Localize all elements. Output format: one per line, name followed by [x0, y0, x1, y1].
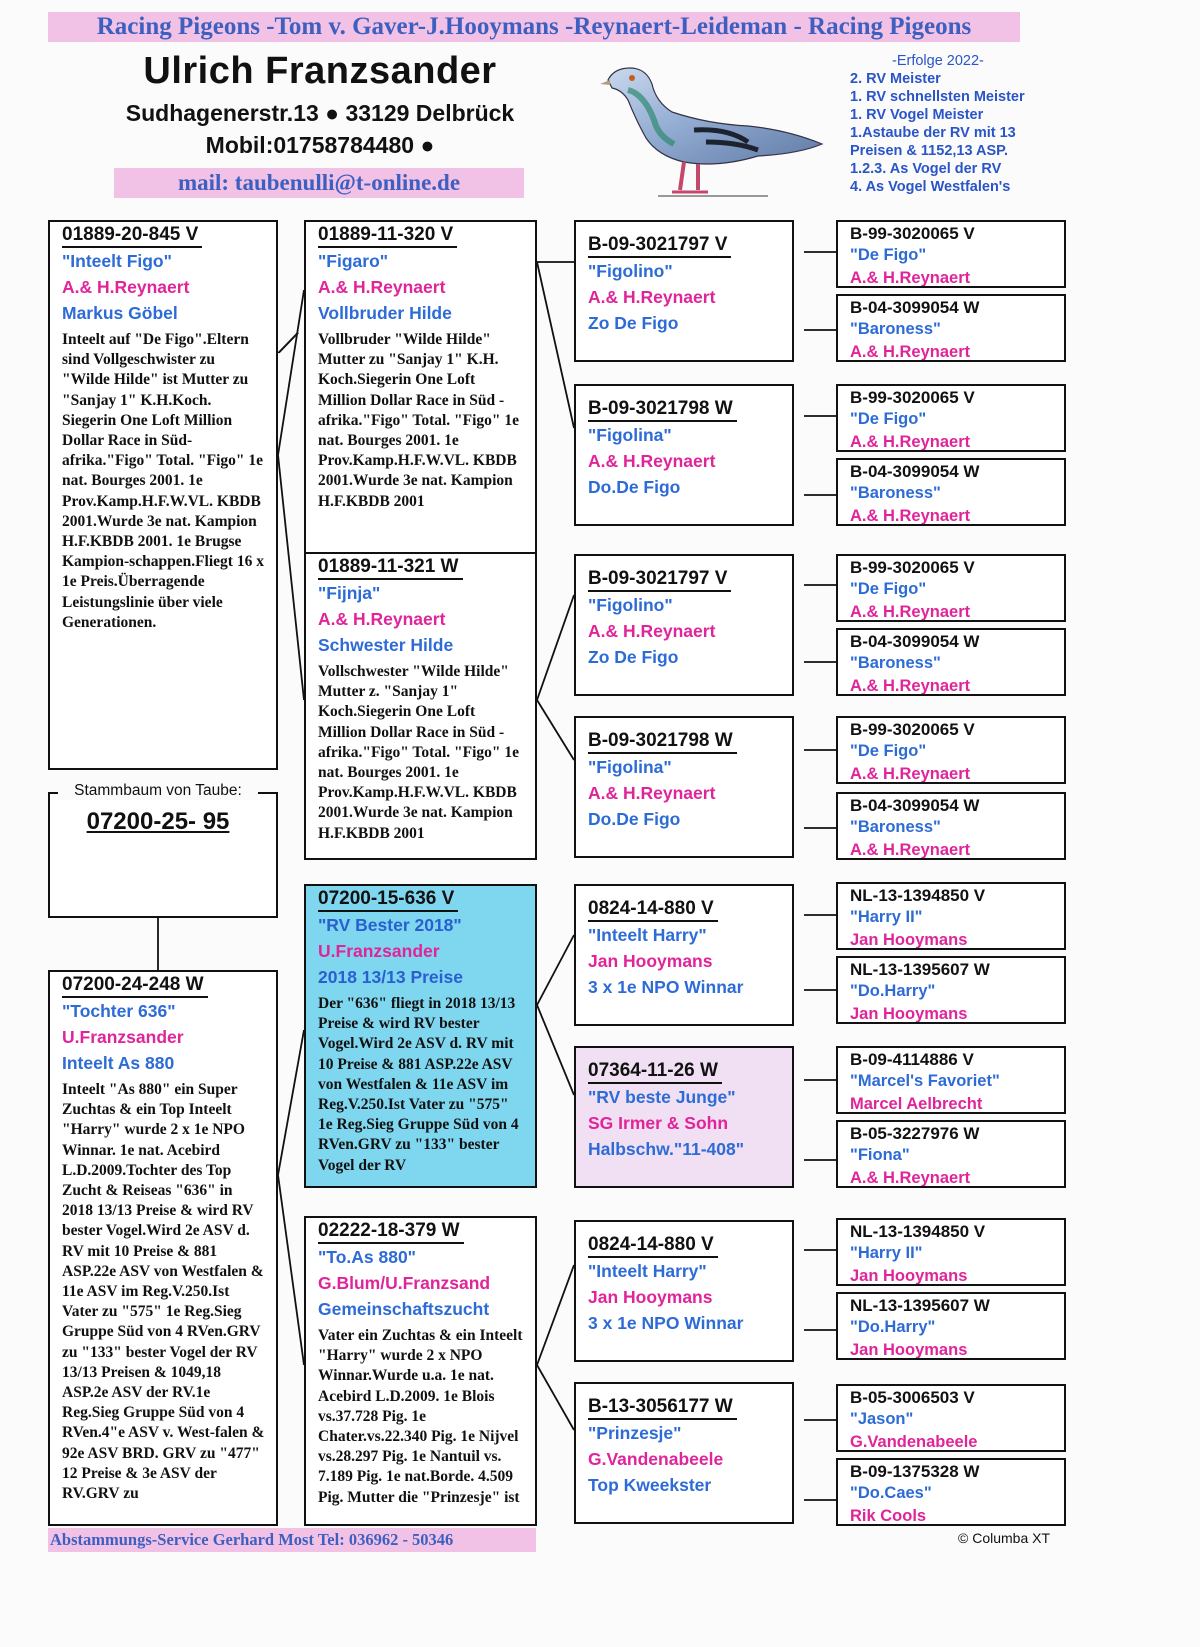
- breeder: G.Vandenabeele: [850, 1433, 978, 1451]
- father-card[interactable]: [48, 220, 278, 770]
- note: Zo De Figo: [588, 647, 679, 667]
- ggp-card[interactable]: [574, 1382, 794, 1524]
- pigeon-icon: [598, 50, 828, 210]
- pigeon-name: "Inteelt Harry": [588, 925, 707, 945]
- erfolge-line: 1.2.3. As Vogel der RV: [850, 161, 1002, 177]
- connector-line: [278, 332, 299, 354]
- breeder: Jan Hooymans: [850, 931, 968, 949]
- gggp-card[interactable]: [836, 1458, 1066, 1526]
- pigeon-name: "Baroness": [850, 484, 941, 502]
- gggp-card[interactable]: [836, 554, 1066, 622]
- copyright: © Columba XT: [958, 1530, 1051, 1546]
- pigeon-name: "Do.Harry": [850, 982, 936, 1000]
- owner-address: Sudhagenerstr.13 ● 33129 Delbrück: [125, 100, 515, 126]
- ggp-card[interactable]: [574, 1046, 794, 1188]
- breeder: Jan Hooymans: [850, 1005, 968, 1023]
- pigeon-name: "Fiona": [850, 1146, 910, 1164]
- pigeon-name: "Baroness": [850, 818, 941, 836]
- breeder: Jan Hooymans: [588, 1287, 713, 1307]
- pigeon-name: "Baroness": [850, 320, 941, 338]
- footer-service: Abstammungs-Service Gerhard Most Tel: 036962 - 50346: [48, 1528, 536, 1552]
- ring-number: B-09-3021798 W: [588, 398, 737, 422]
- pigeon-name: "Baroness": [850, 654, 941, 672]
- connector-line: [278, 352, 280, 353]
- breeder: G.Vandenabeele: [588, 1449, 724, 1469]
- ring-number: 0824-14-880 V: [588, 898, 718, 922]
- pigeon-name: "Figolino": [588, 261, 673, 281]
- breeder: A.& H.Reynaert: [588, 783, 716, 803]
- mother-card[interactable]: [48, 970, 278, 1526]
- gggp-card[interactable]: [836, 220, 1066, 288]
- pigeon-name: "De Figo": [850, 410, 927, 428]
- note: Schwester Hilde: [318, 635, 454, 655]
- erfolge-line: 1. RV schnellsten Meister: [850, 89, 1025, 105]
- ring-number: 02222-18-379 W: [318, 1220, 464, 1244]
- owner-mail[interactable]: mail: taubenulli@t-online.de: [114, 168, 524, 198]
- breeder: Jan Hooymans: [850, 1341, 968, 1359]
- pigeon-name: "Figolino": [588, 595, 673, 615]
- breeder: A.& H.Reynaert: [62, 277, 190, 297]
- erfolge-line: 1.Astaube der RV mit 13: [850, 125, 1016, 141]
- pigeon-name: "To.As 880": [318, 1247, 416, 1267]
- stammbaum-label: Stammbaum von Taube:: [58, 782, 258, 800]
- breeder: A.& H.Reynaert: [850, 507, 971, 525]
- note: 3 x 1e NPO Winnar: [588, 1313, 744, 1333]
- note: Top Kweekster: [588, 1475, 712, 1495]
- pigeon-name: "Harry II": [850, 908, 923, 926]
- grandparent-card-4[interactable]: [304, 1216, 537, 1526]
- pigeon-name: "Do.Harry": [850, 1318, 936, 1336]
- breeder: A.& H.Reynaert: [318, 277, 446, 297]
- breeder: A.& H.Reynaert: [850, 1169, 971, 1187]
- breeder: A.& H.Reynaert: [850, 677, 971, 695]
- ring-number: B-99-3020065 V: [850, 558, 975, 577]
- ring-number: B-09-4114886 V: [850, 1050, 974, 1069]
- breeder: A.& H.Reynaert: [850, 603, 971, 621]
- ring-number: NL-13-1395607 W: [850, 1296, 990, 1315]
- erfolge-title: -Erfolge 2022-: [892, 53, 984, 69]
- pigeon-name: "Harry II": [850, 1244, 923, 1262]
- pigeon-name: "Fijnja": [318, 583, 381, 603]
- note: Zo De Figo: [588, 313, 679, 333]
- ring-number: 07200-24-248 W: [62, 974, 208, 998]
- ggp-card[interactable]: [574, 884, 794, 1026]
- owner-name: Ulrich Franzsander: [143, 50, 497, 92]
- ggp-card[interactable]: [574, 554, 794, 696]
- pigeon-name: "RV Bester 2018": [318, 915, 462, 935]
- description: Vater ein Zuchtas & ein Inteelt "Harry" wurde 2 x NPO Winnar.Wurde u.a. 1e nat. Acebird L.D.2009. 1e Blois vs.37.728 Pig. 1e Chater.vs.22.340 Pig. 1e Nijvel vs.28.297 Pig. 1e Nantuil vs. 7.189 Pig. 1e nat.Borde. 4.509 Pig. Mutter die "Prinzesje" ist: [318, 1327, 523, 1506]
- note: Inteelt As 880: [62, 1053, 175, 1073]
- pigeon-name: "Tochter 636": [62, 1001, 176, 1021]
- ring-number: 01889-20-845 V: [62, 224, 202, 248]
- gggp-card[interactable]: [836, 294, 1066, 362]
- ggp-card[interactable]: [574, 384, 794, 526]
- gggp-card[interactable]: [836, 792, 1066, 860]
- ring-number: B-04-3099054 W: [850, 796, 980, 815]
- breeder: Jan Hooymans: [850, 1267, 968, 1285]
- breeder: G.Blum/U.Franzsand: [318, 1273, 491, 1293]
- ring-number: 07364-11-26 W: [588, 1060, 722, 1084]
- erfolge-line: 1. RV Vogel Meister: [850, 107, 984, 123]
- breeder: U.Franzsander: [62, 1027, 184, 1047]
- description: Vollschwester "Wilde Hilde" Mutter z. "Sanjay 1" Koch.Siegerin One Loft Million Dollar Race in Süd - afrika."Figo" Total. "Figo" 1e nat. Bourges 2001. 1e Prov.Kamp.H.F.W.VL. KBDB 2001.Wurde 3e nat. Kampion H.F.KBDB 2001: [318, 663, 520, 842]
- pigeon-name: "Marcel's Favoriet": [850, 1072, 1000, 1090]
- ring-number: NL-13-1395607 W: [850, 960, 990, 979]
- note: Do.De Figo: [588, 477, 681, 497]
- ggp-card[interactable]: [574, 1220, 794, 1362]
- pigeon-name: "Inteelt Figo": [62, 251, 172, 271]
- ring-number: B-09-3021797 V: [588, 568, 731, 592]
- gggp-card[interactable]: [836, 1120, 1066, 1188]
- erfolge-line: 4. As Vogel Westfalen's: [850, 179, 1011, 195]
- ring-number: B-99-3020065 V: [850, 720, 975, 739]
- top-banner: Racing Pigeons -Tom v. Gaver-J.Hooymans -Reynaert-Leideman - Racing Pigeons: [48, 12, 1020, 42]
- erfolge-list: [850, 52, 1050, 196]
- pigeon-name: "Jason": [850, 1410, 914, 1428]
- pigeon-name: "Figolina": [588, 425, 672, 445]
- ring-number: B-04-3099054 W: [850, 298, 980, 317]
- breeder: A.& H.Reynaert: [850, 765, 971, 783]
- pigeon-name: "Inteelt Harry": [588, 1261, 707, 1281]
- gggp-card[interactable]: [836, 882, 1066, 950]
- breeder: A.& H.Reynaert: [318, 609, 446, 629]
- breeder: SG Irmer & Sohn: [588, 1113, 729, 1133]
- description: Vollbruder "Wilde Hilde" Mutter zu "Sanjay 1" K.H. Koch.Siegerin One Loft Million Dollar Race in Süd - afrika."Figo" Total. "Figo" 1e nat. Bourges 2001. 1e Prov.Kamp.H.F.W.VL. KBDB 2001.Wurde 3e nat. Kampion H.F.KBDB 2001: [318, 331, 520, 510]
- breeder: Rik Cools: [850, 1507, 927, 1525]
- ring-number: 0824-14-880 V: [588, 1234, 718, 1258]
- gggp-card[interactable]: [836, 1292, 1066, 1360]
- ring-number: B-13-3056177 W: [588, 1396, 737, 1420]
- breeder: A.& H.Reynaert: [850, 433, 971, 451]
- grandparent-card-3[interactable]: [304, 884, 537, 1188]
- ring-number: 07200-15-636 V: [318, 888, 458, 912]
- ggp-card[interactable]: [574, 716, 794, 858]
- stammbaum-value: 07200-25- 95: [86, 808, 230, 835]
- breeder: Marcel Aelbrecht: [850, 1095, 983, 1113]
- description: Der "636" fliegt in 2018 13/13 Preise & wird RV bester Vogel.Wird 2e ASV d. RV mit 10 Preise & 881 ASP.22e ASV von Westfalen & 11e ASV im Reg.V.250.Ist Vater zu "575" 1e Reg.Sieg Gruppe Süd von 4 RVen.GRV zu "133" bester Vogel der RV: [318, 995, 519, 1174]
- note: Markus Göbel: [62, 303, 178, 323]
- breeder: A.& H.Reynaert: [850, 343, 971, 361]
- ring-number: 01889-11-321 W: [318, 556, 463, 580]
- breeder: A.& H.Reynaert: [850, 841, 971, 859]
- ring-number: B-05-3006503 V: [850, 1388, 975, 1407]
- breeder: U.Franzsander: [318, 941, 440, 961]
- pigeon-name: "Figolina": [588, 757, 672, 777]
- note: Halbschw."11-408": [588, 1139, 745, 1159]
- breeder: A.& H.Reynaert: [588, 621, 716, 641]
- ring-number: B-99-3020065 V: [850, 388, 975, 407]
- gggp-card[interactable]: [836, 1218, 1066, 1286]
- owner-mobile: Mobil:01758784480 ●: [205, 132, 435, 158]
- pigeon-name: "Prinzesje": [588, 1423, 682, 1443]
- ring-number: B-99-3020065 V: [850, 224, 975, 243]
- ring-number: 01889-11-320 V: [318, 224, 457, 248]
- breeder: Jan Hooymans: [588, 951, 713, 971]
- note: Do.De Figo: [588, 809, 681, 829]
- pigeon-name: "Figaro": [318, 251, 389, 271]
- gggp-card[interactable]: [836, 956, 1066, 1024]
- description: Inteelt "As 880" ein Super Zuchtas & ein Top Inteelt "Harry" wurde 2 x 1e NPO Winnar. 1e nat. Acebird L.D.2009.Tochter des Top Zucht & Reiseas "636" in 2018 13/13 Preise & wird RV bester Vogel.Wird 2e ASV d. RV mit 10 Preise & 881 ASP.22e ASV von Westfalen & 11e ASV im Reg.V.250.Ist Vater zu "575" 1e Reg.Sieg Gruppe Süd von 4 RVen.GRV zu "133" bester Vogel der RV 13/13 Preisen & 1049,18 ASP.2e ASV der RV.1e Reg.Sieg Gruppe Süd von 4 RVen.4"e ASV v. West-falen & 92e ASV BRD. GRV zu "477" 12 Preise & 3e ASV der RV.GRV zu: [62, 1081, 265, 1503]
- breeder: A.& H.Reynaert: [850, 269, 971, 287]
- pigeon-name: "De Figo": [850, 742, 927, 760]
- grandparent-card-2[interactable]: [304, 552, 537, 860]
- gggp-card[interactable]: [836, 1384, 1066, 1452]
- gggp-card[interactable]: [836, 1046, 1066, 1114]
- note: Gemeinschaftszucht: [318, 1299, 490, 1319]
- note: 3 x 1e NPO Winnar: [588, 977, 744, 997]
- ring-number: NL-13-1394850 V: [850, 1222, 986, 1241]
- pigeon-name: "De Figo": [850, 246, 927, 264]
- erfolge-line: Preisen & 1152,13 ASP.: [850, 143, 1008, 159]
- gggp-card[interactable]: [836, 384, 1066, 452]
- ring-number: B-04-3099054 W: [850, 632, 980, 651]
- ring-number: B-09-3021798 W: [588, 730, 737, 754]
- ring-number: B-09-3021797 V: [588, 234, 731, 258]
- ring-number: NL-13-1394850 V: [850, 886, 986, 905]
- gggp-card[interactable]: [836, 716, 1066, 784]
- pigeon-name: "Do.Caes": [850, 1484, 932, 1502]
- description: Inteelt auf "De Figo".Eltern sind Vollgeschwister zu "Wilde Hilde" ist Mutter zu "Sanjay 1" K.H.Koch. Siegerin One Loft Million Dollar Race in Süd-afrika."Figo" Total. "Figo" 1e nat. Bourges 2001. 1e Prov.Kamp.H.F.W.VL. KBDB 2001.Wurde 3e nat. Kampion H.F.KBDB 2001. 1e Brugse Kampion-schappen.Fliegt 16 x 1e Preis.Überragende Leistungslinie über viele Generationen.: [62, 331, 264, 631]
- breeder: A.& H.Reynaert: [588, 287, 716, 307]
- ring-number: B-04-3099054 W: [850, 462, 980, 481]
- ring-number: B-09-1375328 W: [850, 1462, 980, 1481]
- pigeon-name: "De Figo": [850, 580, 927, 598]
- ggp-card[interactable]: [574, 220, 794, 362]
- gggp-card[interactable]: [836, 628, 1066, 696]
- erfolge-line: 2. RV Meister: [850, 71, 941, 87]
- breeder: A.& H.Reynaert: [588, 451, 716, 471]
- pigeon-name: "RV beste Junge": [588, 1087, 736, 1107]
- ring-number: B-05-3227976 W: [850, 1124, 980, 1143]
- note: 2018 13/13 Preise: [318, 967, 463, 987]
- gggp-card[interactable]: [836, 458, 1066, 526]
- note: Vollbruder Hilde: [318, 303, 452, 323]
